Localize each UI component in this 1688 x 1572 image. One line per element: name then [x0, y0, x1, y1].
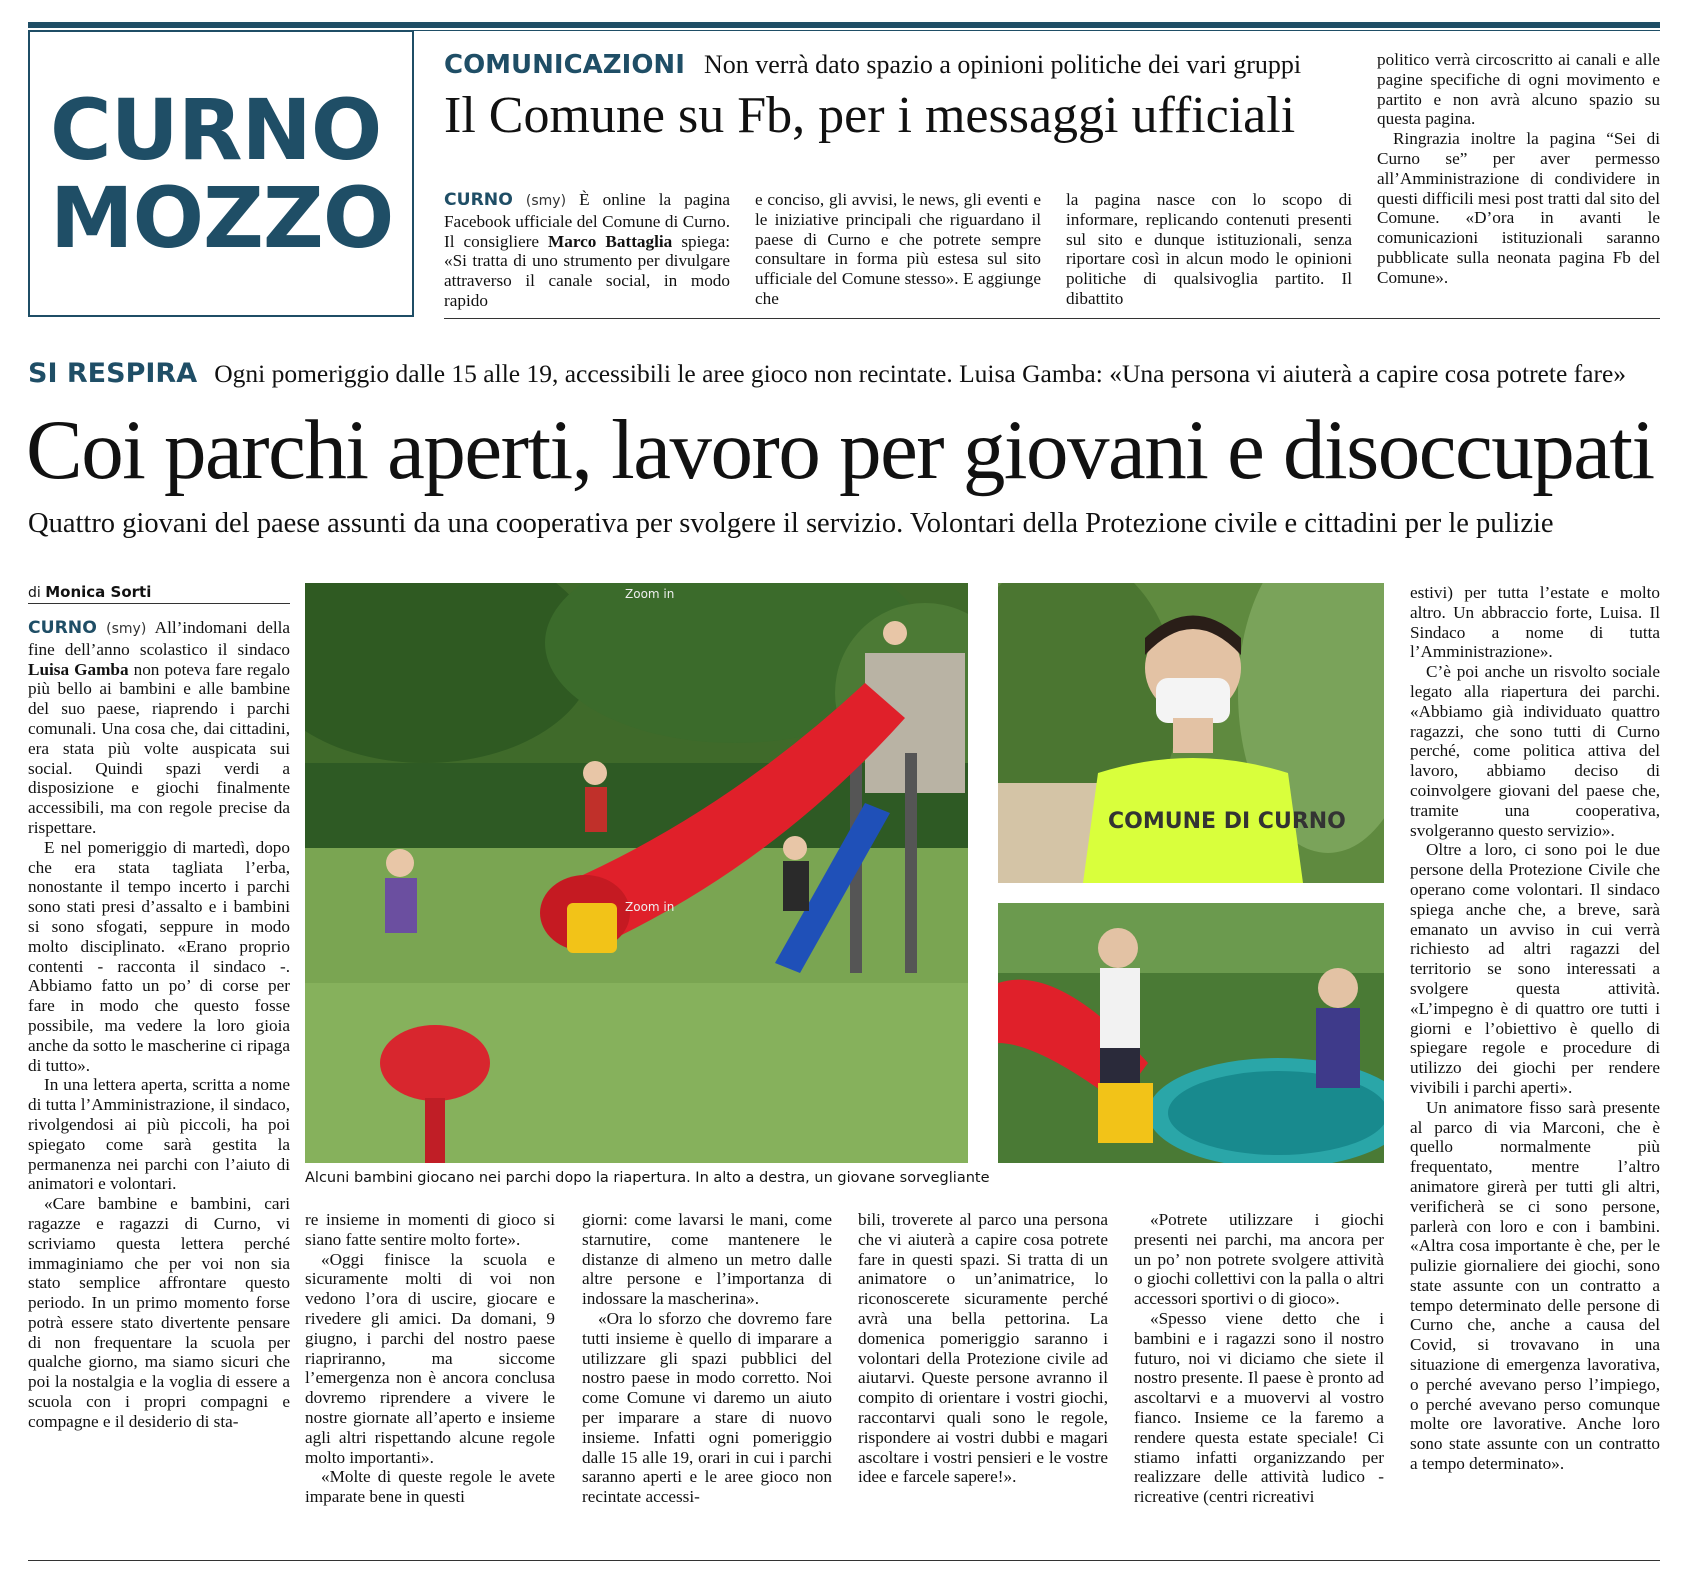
story1-header: [444, 50, 1344, 80]
park-photo: [305, 583, 968, 1163]
story2-headline: Coi parchi aperti, lavoro per giovani e disoccupati: [26, 403, 1654, 497]
byline-rule: [28, 603, 290, 604]
story1-column-2: e conciso, gli avvisi, le news, gli eventi e le iniziative principali che riguardano il paese di Curno e che potrete sempre consultare in forma più estesa sul sito ufficiale del Comune stesso». E aggiunge che: [755, 190, 1041, 308]
park-photo-illustration: [305, 583, 968, 1163]
zoom-label-2: Zoom in: [625, 900, 675, 914]
section-masthead: [28, 30, 414, 317]
story1-column-3: la pagina nasce con lo scopo di informare, replicando contenuti presenti sul sito e dunque istituzionali, senza riportare così in alcun modo le opinioni politiche di qualsivoglia partito. Il dibattito: [1066, 190, 1352, 308]
story1-column-4: politico verrà circoscritto ai canali e alle pagine specifiche di ogni movimento e partito e non avrà alcuno spazio su questa pagina. Ringrazia inoltre la pagina “Sei di Curno se” per aver permesso all’Amministrazione di condividere in questi difficili mesi post tratti dal sito del Comune. «D’ora in avanti le comunicazioni istituzionali saranno pubblicate sulla neonata pagina Fb del Comune».: [1377, 50, 1660, 287]
story2-header: [28, 358, 1668, 389]
story1-column-1: CURNO (smy) È online la pagina Facebook ufficiale del Comune di Curno. Il consigliere Marco Battaglia spiega: «Si tratta di uno strumento per divulgare attraverso il canale social, in modo rapido: [444, 190, 731, 310]
story1-kicker: COMUNICAZIONI: [444, 50, 685, 80]
byline: di Monica Sorti: [28, 583, 152, 601]
story1-subhead: Non verrà dato spazio a opinioni politiche dei vari gruppi: [703, 50, 1302, 79]
top-rule: [28, 22, 1660, 28]
guard-photo-illustration: [998, 583, 1384, 883]
masthead-line-1: CURNO: [50, 80, 382, 179]
story2-column-4: bili, troverete al parco una persona che vi aiuterà a capire cosa potrete fare in questi spazi. Si tratta di un animatore o un’animatrice, lo riconoscerete sicuramente perché avrà una bella pettorina. La domenica pomeriggio saranno i volontari della Protezione civile ad aiutarvi. Queste persone avranno il compito di orientare i vostri giochi, raccontarvi quali sono le regole, rispondere ai vostri dubbi e magari ascoltare i vostri pensieri e le vostre idee e farcele sapere!».: [858, 1210, 1108, 1487]
story2-kicker: SI RESPIRA: [28, 358, 198, 389]
photo-caption: Alcuni bambini giocano nei parchi dopo la riapertura. In alto a destra, un giovane sorvegliante: [305, 1170, 990, 1186]
story2-column-2: re insieme in momenti di gioco si siano fatte sentire molto forte». «Oggi finisce la scuola e sicuramente molti di voi non vedono l’ora di uscire, giocare e rivedere gli amici. Da domani, 9 giugno, i parchi del nostro paese riapriranno, ma siccome l’emergenza non è ancora conclusa dovremo riprendere a vivere le nostre giornate all’aperto e insieme agli altri rispettando alcune regole molto importanti». «Molte di queste regole le avete imparate bene in questi: [305, 1210, 555, 1507]
guard-photo: [998, 583, 1384, 883]
story1-headline: Il Comune su Fb, per i messaggi ufficiali: [444, 87, 1296, 144]
story2-column-1: CURNO (smy) All’indomani della fine dell’anno scolastico il sindaco Luisa Gamba non poteva fare regalo più bello ai bambini e alle bambine del suo paese, riaprendo i parchi comunali. Una cosa che, dai cittadini, era stata più volte auspicata sui social. Quindi spazi verdi a disposizione e giochi finalmente accessibili, ma con regole precise da rispettare. E nel pomeriggio di martedì, dopo che era stata tagliata l’erba, nonostante il tempo incerto i parchi sono stati presi d’assalto e i bambini si sono sfogati, seppure in modo molto disciplinato. «Erano proprio contenti - racconta il sindaco -. Abbiamo fatto un po’ di corse per fare in modo che questo fosse possibile, ma vedere la loro gioia anche da sotto le mascherine ci ripaga di tutto». In una lettera aperta, scritta a nome di tutta l’Amministrazione, il sindaco, rivolgendosi ai più piccoli, ha poi spiegato come sarà gestita la permanenza nei parchi con l’aiuto di animatori e volontari. «Care bambine e bambini, cari ragazze e ragazzi di Curno, vi scriviamo questa lettera perché immaginiamo che per voi non sia stato semplice affrontare questo periodo. In un primo momento forse potrà essere stato divertente pensare di non frequentare la scuola per qualche giorno, ma siamo sicuri che poi la nostalgia e la voglia di essere a scuola con i propri compagni e compagne e il desiderio di sta-: [28, 618, 290, 1431]
story2-column-6: estivi) per tutta l’estate e molto altro. Un abbraccio forte, Luisa. Il Sindaco a nome di tutta l’Amministrazione». C’è poi anche un risvolto sociale legato alla riapertura dei parchi. «Abbiamo già individuato quattro ragazzi, che sono tutti di Curno perché, come politica attiva del lavoro, abbiamo deciso di coinvolgere giovani del paese che, tramite una cooperativa, svolgeranno questo servizio». Oltre a loro, ci sono poi le due persone della Protezione Civile che operano come volontari. Il sindaco spiega anche che, a breve, sarà emanato un avviso in cui verrà richiesto ad altri ragazzi del territorio se sono interessati a svolgere questa attività. «L’impegno è di quattro ore tutti i giorni e l’obiettivo è quello di spiegare regole e procedure di utilizzo dei giochi per rendere vivibili i parchi aperti». Un animatore fisso sarà presente al parco di via Marconi, che è quello normalmente più frequentato, mentre l’altro animatore girerà per tutti gli altri, verificherà se ci sono persone, parlerà con loro e con i bambini. «Altra cosa importante è che, per le pulizie giornaliere dei giochi, sono state assunte con un contratto a tempo determinato delle persone di Curno che, anche a causa del Covid, si trovavano in una situazione di emergenza lavorativa, o perché avevano perso l’impiego, o perché avevano perso comunque molte ore lavorative. Anche loro sono state assunte con un contratto a tempo determinato».: [1410, 583, 1660, 1474]
zoom-label-1: Zoom in: [625, 587, 675, 601]
story2-column-5: «Potrete utilizzare i giochi presenti nei parchi, ma ancora per un po’ non potrete svolgere attività o giochi collettivi con la palla o altri accessori sportivi o di gioco». «Spesso viene detto che i bambini e i ragazzi sono il nostro futuro, noi vi diciamo che siete il nostro presente. Il paese è pronto ad ascoltarvi e a muovervi al vostro fianco. Insieme ce la faremo a rendere questa estate speciale! Ci stiamo infatti organizzando per realizzare delle attività ludico - ricreative (centri ricreativi: [1134, 1210, 1384, 1507]
kids-playground-illustration: [998, 903, 1384, 1163]
story2-deck: Quattro giovani del paese assunti da una cooperativa per svolgere il servizio. Volontari della Protezione civile e cittadini per le pulizie: [28, 508, 1554, 539]
dateline-tag: CURNO: [444, 190, 513, 210]
masthead-line-2: MOZZO: [50, 168, 394, 267]
kids-playground-photo: [998, 903, 1384, 1163]
story2-column-3: giorni: come lavarsi le mani, come starnutire, come mantenere le distanze di almeno un metro dalle altre persone e l’importanza di indossare la mascherina». «Ora lo sforzo che dovremo fare tutti insieme è quello di imparare a utilizzare gli spazi pubblici del nostro paese in modo corretto. Noi come Comune vi daremo un aiuto per imparare a stare di nuovo insieme. Infatti ogni pomeriggio dalle 15 alle 19, orari in cui i parchi saranno aperti e le aree gioco non recintate accessi-: [582, 1210, 832, 1507]
story1-bottom-rule: [444, 318, 1660, 319]
story2-subhead: Ogni pomeriggio dalle 15 alle 19, accessibili le aree gioco non recintate. Luisa Gamba: «Una persona vi aiuterà a capire cosa potrete fare»: [214, 359, 1627, 388]
page-bottom-rule: [28, 1560, 1660, 1561]
vest-text: COMUNE DI CURNO: [1108, 809, 1346, 834]
